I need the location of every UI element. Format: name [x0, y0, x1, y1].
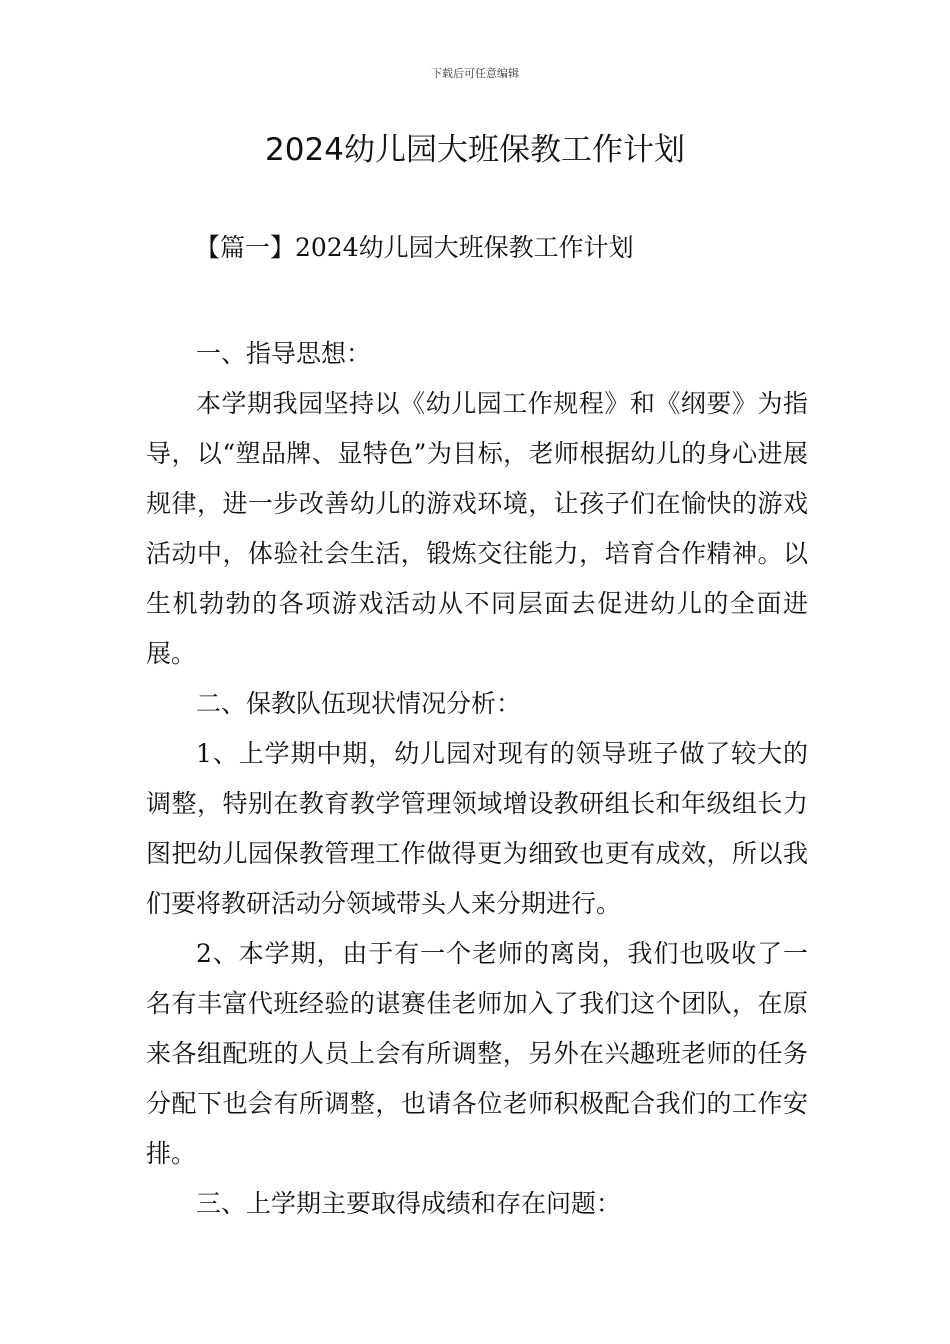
paragraph-guiding-thought: 本学期我园坚持以《幼儿园工作规程》和《纲要》为指导，以“塑品牌、显特色”为目标，老师根据幼儿的身心进展规律，进一步改善幼儿的游戏环境，让孩子们在愉快的游戏活动中，体验社会生活，锻炼交往能力，培育合作精神。以生机勃勃的各项游戏活动从不同层面去促进幼儿的全面进展。: [146, 389, 808, 668]
body-text: [146, 329, 808, 1229]
section-subtitle: 【篇一】2024幼儿园大班保教工作计划: [195, 233, 634, 262]
document-title: 2024幼儿园大班保教工作计划: [265, 132, 685, 168]
heading-staff-analysis: 二、保教队伍现状情况分析：: [196, 689, 522, 718]
header-note: 下载后可任意编辑: [431, 67, 519, 80]
heading-guiding-thought: 一、指导思想：: [196, 339, 372, 368]
paragraph-staff-item-1: 1、上学期中期，幼儿园对现有的领导班子做了较大的调整，特别在教育教学管理领域增设教研组长和年级组长力图把幼儿园保教管理工作做得更为细致也更有成效，所以我们要将教研活动分领域带头人来分期进行。: [146, 739, 808, 918]
heading-achievements-issues: 三、上学期主要取得成绩和存在问题：: [196, 1189, 622, 1218]
paragraph-staff-item-2: 2、本学期，由于有一个老师的离岗，我们也吸收了一名有丰富代班经验的谌赛佳老师加入了我们这个团队，在原来各组配班的人员上会有所调整，另外在兴趣班老师的任务分配下也会有所调整，也请各位老师积极配合我们的工作安排。: [146, 939, 808, 1168]
